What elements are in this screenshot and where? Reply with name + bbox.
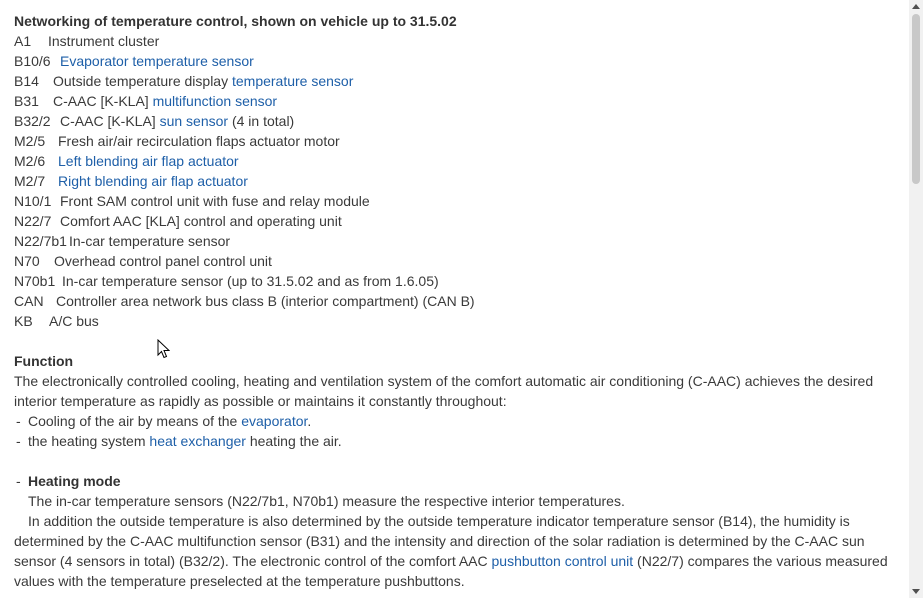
legend-item [14,111,904,131]
legend-code: N22/7 [14,213,52,229]
legend-description-tail: (4 in total) [228,113,295,129]
legend-description: Overhead control panel control unit [54,253,272,269]
legend-code: N70b1 [14,273,56,289]
legend-item [14,311,904,331]
function-heading: Function [14,353,74,369]
legend-description: In-car temperature sensor (up to 31.5.02 and as from 1.6.05) [62,273,439,289]
legend-item [14,271,904,291]
mouse-pointer-icon [157,339,170,359]
legend-item [14,171,904,191]
legend-item [14,231,904,251]
legend-code: B14 [14,73,39,89]
legend-description: C-AAC [K-KLA] [60,113,160,129]
page-title: Networking of temperature control, shown on vehicle up to 31.5.02 [14,13,457,29]
legend-item [14,91,904,111]
scrollbar-thumb[interactable] [912,14,920,184]
legend-description: Controller area network bus class B (interior compartment) (CAN B) [56,293,475,309]
legend-code: A1 [14,33,32,49]
legend-code: CAN [14,293,44,309]
legend-link[interactable]: Right blending air flap actuator [58,173,248,189]
legend-list [14,31,904,331]
bullet-dash: - [16,433,21,449]
document-content [14,11,904,591]
bullet-text-tail: heating the air. [245,433,342,449]
bullet-text-tail: . [307,413,312,429]
heating-paragraph-2-text: In addition the outside temperature is also determined by the outside temperature indicator temperature sensor (B14), the humidity is determined by the C-AAC multifunction sensor (B31) and the intensity and direction of the solar radiation is determined by the C-AAC sun sensor (4 sensors in total) (B32/2). The electronic control of the comfort AAC [14,513,865,569]
bullet-text: the heating system [28,433,150,449]
function-bullet-item [14,431,904,451]
legend-item [14,151,904,171]
legend-link[interactable]: Left blending air flap actuator [58,153,239,169]
legend-link[interactable]: temperature sensor [231,73,354,89]
vertical-scrollbar[interactable] [909,0,923,598]
heating-paragraph-2 [14,511,904,591]
legend-item [14,131,904,151]
legend-description: Comfort AAC [KLA] control and operating unit [60,213,342,229]
pushbutton-control-unit-link[interactable]: pushbutton control unit [491,553,634,569]
heating-paragraph-1: The in-car temperature sensors (N22/7b1, N70b1) measure the respective interior temperatures. [28,493,625,509]
heating-paragraph-2-tail: (N22/7) compares the various measured values with the temperature preselected at the temperature pushbuttons. [14,553,888,589]
bullet-link[interactable]: evaporator [241,413,308,429]
legend-description: Front SAM control unit with fuse and relay module [60,193,370,209]
function-intro: The electronically controlled cooling, heating and ventilation system of the comfort automatic air conditioning (C-AAC) achieves the desired interior temperature as rapidly as possible or maintains it constantly throughout: [14,373,874,409]
legend-code: M2/6 [14,153,46,169]
legend-code: KB [14,313,33,329]
legend-description: C-AAC [K-KLA] [53,93,153,109]
legend-description: Fresh air/air recirculation flaps actuator motor [58,133,340,149]
legend-item [14,191,904,211]
scroll-up-arrow-icon[interactable] [912,4,920,9]
legend-link[interactable]: multifunction sensor [152,93,278,109]
legend-code: N70 [14,253,40,269]
legend-description: In-car temperature sensor [69,233,231,249]
legend-code: N22/7b1 [14,233,67,249]
bullet-link[interactable]: heat exchanger [149,433,246,449]
legend-link[interactable]: sun sensor [159,113,229,129]
legend-description: Outside temperature display [53,73,232,89]
legend-item [14,211,904,231]
legend-code: B10/6 [14,53,51,69]
legend-code: M2/7 [14,173,46,189]
legend-item [14,71,904,91]
legend-code: M2/5 [14,133,46,149]
heating-mode-heading: Heating mode [28,473,121,489]
legend-code: B32/2 [14,113,51,129]
bullet-dash: - [16,473,21,489]
legend-code: N10/1 [14,193,52,209]
heating-mode-heading-row [14,471,904,491]
bullet-dash: - [16,413,21,429]
legend-item [14,291,904,311]
spacer [14,331,904,351]
legend-description: Instrument cluster [48,33,160,49]
legend-code: B31 [14,93,39,109]
legend-item [14,31,904,51]
legend-item [14,251,904,271]
legend-link[interactable]: Evaporator temperature sensor [60,53,254,69]
spacer [14,451,904,471]
legend-item [14,51,904,71]
function-bullet-item [14,411,904,431]
function-bullets [14,411,904,451]
legend-description: A/C bus [49,313,99,329]
scroll-down-arrow-icon[interactable] [912,589,920,594]
bullet-text: Cooling of the air by means of the [28,413,242,429]
